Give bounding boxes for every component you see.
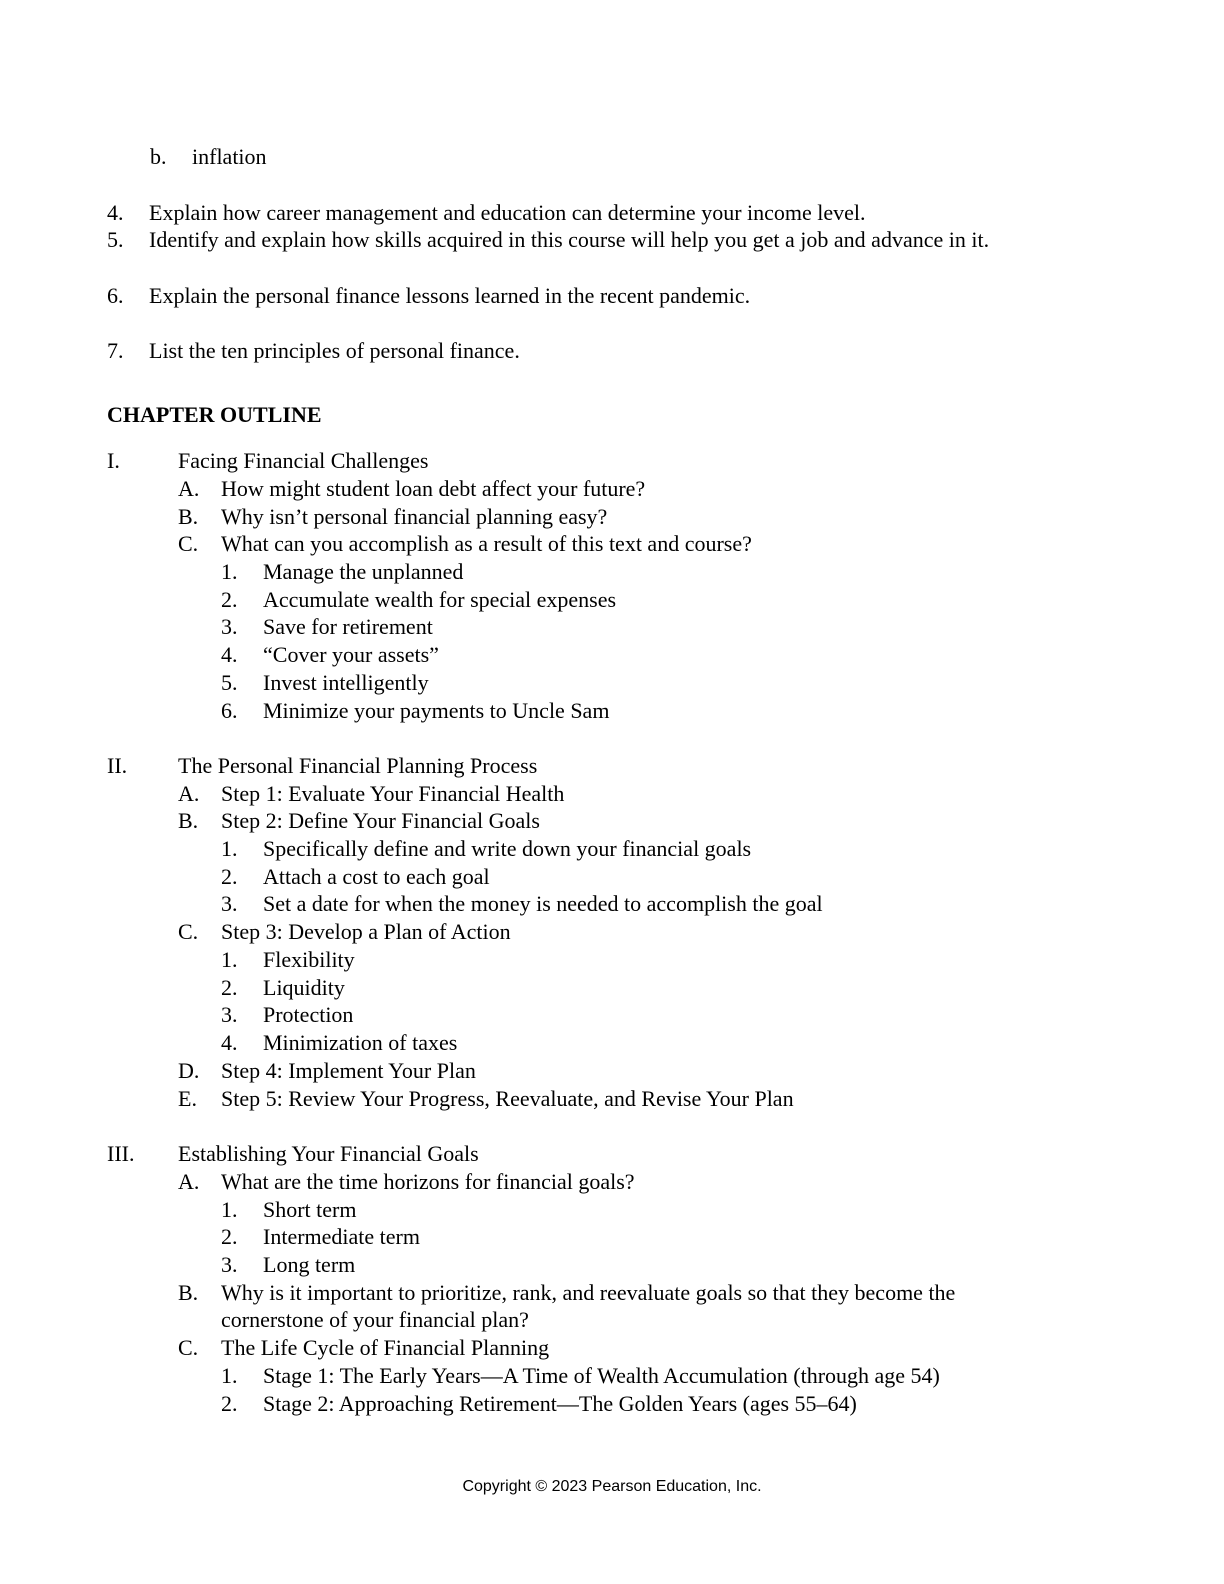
outline-marker: 3.	[221, 614, 238, 639]
outline-item-text: Facing Financial Challenges	[178, 448, 429, 473]
outline-item-text: How might student loan debt affect your future?	[221, 476, 646, 501]
item-5-text: Identify and explain how skills acquired in this course will help you get a job and advance in it.	[149, 227, 990, 252]
outline-item-text: Protection	[263, 1002, 354, 1027]
outline-marker: C.	[178, 531, 199, 556]
outline-marker: B.	[178, 808, 199, 833]
outline-marker: 4.	[221, 1030, 238, 1055]
outline-item-text: Stage 2: Approaching Retirement—The Golden Years (ages 55–64)	[263, 1391, 857, 1416]
item-7-marker: 7.	[107, 338, 124, 363]
outline-item-text: Specifically define and write down your financial goals	[263, 836, 752, 861]
outline-marker: 1.	[221, 947, 238, 972]
outline-item-text: What can you accomplish as a result of this text and course?	[221, 531, 752, 556]
item-b-text: inflation	[192, 144, 267, 169]
outline-item-text: The Personal Financial Planning Process	[178, 753, 538, 778]
outline-marker: B.	[178, 504, 199, 529]
outline-marker: 3.	[221, 1252, 238, 1277]
outline-item-text: Step 2: Define Your Financial Goals	[221, 808, 540, 833]
outline-item-text: Long term	[263, 1252, 356, 1277]
outline-marker: 4.	[221, 642, 238, 667]
outline-item-text: Short term	[263, 1197, 357, 1222]
chapter-outline-heading: CHAPTER OUTLINE	[107, 402, 322, 427]
outline-marker: 2.	[221, 975, 238, 1000]
outline-marker: 1.	[221, 1197, 238, 1222]
outline-item-text: Save for retirement	[263, 614, 433, 639]
outline-marker: I.	[107, 448, 120, 473]
outline-item-text: Minimize your payments to Uncle Sam	[263, 698, 610, 723]
outline-item-text: Minimization of taxes	[263, 1030, 458, 1055]
outline-item-text: The Life Cycle of Financial Planning	[221, 1335, 550, 1360]
outline-item-text: What are the time horizons for financial goals?	[221, 1169, 635, 1194]
outline-item-text: Step 5: Review Your Progress, Reevaluate, and Revise Your Plan	[221, 1086, 794, 1111]
outline-marker: D.	[178, 1058, 200, 1083]
outline-marker: 2.	[221, 1224, 238, 1249]
outline-marker: 6.	[221, 698, 238, 723]
outline-item-text: Invest intelligently	[263, 670, 429, 695]
outline-item-text: Why isn’t personal financial planning easy?	[221, 504, 608, 529]
outline-marker: A.	[178, 476, 200, 501]
outline-item-text: Flexibility	[263, 947, 355, 972]
outline-marker: E.	[178, 1086, 197, 1111]
copyright-footer: Copyright © 2023 Pearson Education, Inc.	[462, 1478, 762, 1495]
outline-marker: C.	[178, 919, 199, 944]
outline-marker: B.	[178, 1280, 199, 1305]
outline-marker: II.	[107, 753, 128, 778]
outline-item-text: Intermediate term	[263, 1224, 420, 1249]
item-6-text: Explain the personal finance lessons learned in the recent pandemic.	[149, 283, 751, 308]
outline-item-text: Stage 1: The Early Years—A Time of Wealth Accumulation (through age 54)	[263, 1363, 940, 1388]
outline-item-text: Establishing Your Financial Goals	[178, 1141, 479, 1166]
outline-item-text: Attach a cost to each goal	[263, 864, 490, 889]
outline-marker: 3.	[221, 891, 238, 916]
outline-marker: 1.	[221, 1363, 238, 1388]
outline-marker: 3.	[221, 1002, 238, 1027]
outline-item-text: “Cover your assets”	[263, 642, 439, 667]
outline-item-text: Why is it important to prioritize, rank, and reevaluate goals so that they become the	[221, 1280, 956, 1305]
item-4-marker: 4.	[107, 200, 124, 225]
outline-item-text: Step 4: Implement Your Plan	[221, 1058, 476, 1083]
outline-marker: 2.	[221, 1391, 238, 1416]
outline-marker: 2.	[221, 587, 238, 612]
outline-item-text: cornerstone of your financial plan?	[221, 1307, 529, 1332]
item-b-marker: b.	[150, 144, 167, 169]
item-6-marker: 6.	[107, 283, 124, 308]
outline-item-text: Liquidity	[263, 975, 345, 1000]
outline-marker: 5.	[221, 670, 238, 695]
outline-marker: III.	[107, 1141, 135, 1166]
outline-marker: A.	[178, 1169, 200, 1194]
outline-item-text: Step 1: Evaluate Your Financial Health	[221, 781, 565, 806]
item-5-marker: 5.	[107, 227, 124, 252]
item-4-text: Explain how career management and education can determine your income level.	[149, 200, 866, 225]
outline-item-text: Manage the unplanned	[263, 559, 464, 584]
outline-item-text: Set a date for when the money is needed to accomplish the goal	[263, 891, 823, 916]
outline-marker: 1.	[221, 836, 238, 861]
outline-item-text: Accumulate wealth for special expenses	[263, 587, 617, 612]
outline-marker: 1.	[221, 559, 238, 584]
outline-marker: A.	[178, 781, 200, 806]
outline-item-text: Step 3: Develop a Plan of Action	[221, 919, 511, 944]
item-7-text: List the ten principles of personal finance.	[149, 338, 520, 363]
outline-marker: 2.	[221, 864, 238, 889]
outline-marker: C.	[178, 1335, 199, 1360]
